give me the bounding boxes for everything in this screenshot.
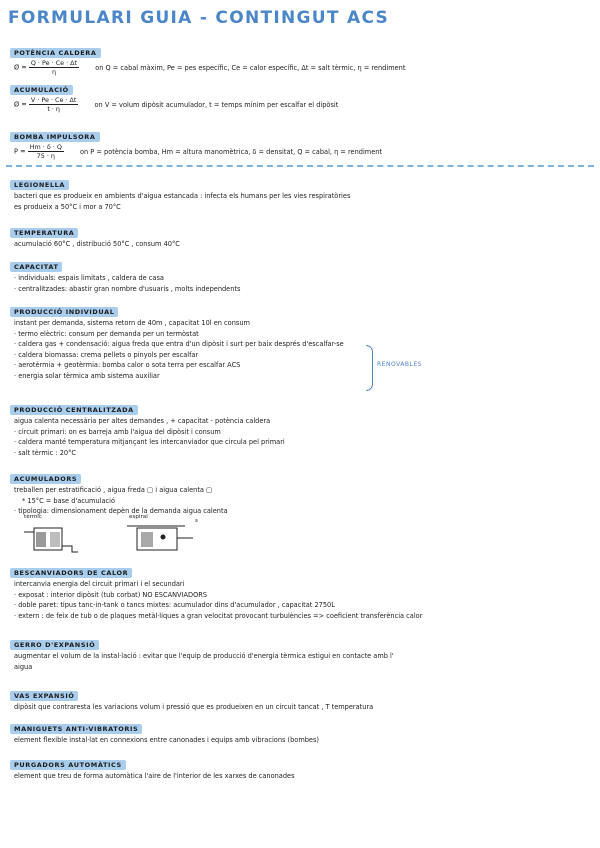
text-line: · extern : de feix de tub o de plaques metàl·liques a gran velocitat provocant turbulències => coeficient transferència calor xyxy=(14,611,423,620)
text-line: · exposat : interior dipòsit (tub corbat) NO ESCANVIADORS xyxy=(14,590,208,599)
text-line: element flexible instal·lat en connexions entre canonades i equips amb vibracions (bombes) xyxy=(14,736,319,744)
section-heading: ACUMULACIÓ xyxy=(10,85,73,95)
section-produccio-centralitzada xyxy=(10,397,590,458)
section-heading: GERRO D'EXPANSIÓ xyxy=(10,640,99,650)
text-line: bacteri que es produeix en ambients d'aigua estancada : infecta els humans per les vies respiratòries xyxy=(14,192,351,200)
section-heading: PRODUCCIÓ INDIVIDUAL xyxy=(10,307,118,317)
formula-denominator: ƞ xyxy=(51,68,57,76)
text-line: * 15°C = base d'acumulació xyxy=(22,496,116,505)
section-heading: LEGIONELLA xyxy=(10,180,69,190)
section-heading: MANIGUETS ANTI-VIBRATORIS xyxy=(10,724,142,734)
dashed-divider xyxy=(6,165,594,167)
section-heading: PURGADORS AUTOMÀTICS xyxy=(10,760,126,770)
section-heading: POTÈNCIA CALDERA xyxy=(10,48,101,58)
section-produccio-individual xyxy=(10,299,590,381)
formula-legend: on V = volum dipòsit acumulador, t = temps mínim per escalfar el dipòsit xyxy=(94,100,339,109)
sketch-label: espiral xyxy=(129,514,148,520)
text-line: · individuals: espais limitats , caldera de casa xyxy=(14,274,164,282)
formula-numerator: Q · Pe · Ce · Δt xyxy=(30,59,78,67)
text-line: treballen per estratificació , aigua freda ▢ i aigua calenta ▢ xyxy=(14,486,213,494)
section-bomba-impulsora xyxy=(10,124,590,160)
text-line: dipòsit que contraresta les variacions volum i pressió que es produeixen en un circuit tancat , T temperatura xyxy=(14,703,374,711)
sketch-label: tèrmic xyxy=(24,514,42,520)
section-heading: BESCANVIADORS DE CALOR xyxy=(10,568,132,578)
formula-row xyxy=(14,96,590,113)
text-line: · circuit primari: on es barreja amb l'aigua del dipòsit i consum xyxy=(14,427,221,436)
text-line: · tipologia: dimensionament depèn de la demanda aigua calenta xyxy=(14,507,228,515)
text-line: · salt tèrmic : 20°C xyxy=(14,448,77,457)
section-capacitat xyxy=(10,254,590,294)
text-line: · termo elèctric: consum per demanda per un termòstat xyxy=(14,329,199,338)
formula-legend: on Q = cabal màxim, Pe = pes específic, Ce = calor específic, Δt = salt tèrmic, ƞ = rendiment xyxy=(95,63,406,72)
text-line: element que treu de forma automàtica l'aire de l'interior de les xarxes de canonades xyxy=(14,772,295,780)
text-line: es produeix a 50°C i mor a 70°C xyxy=(14,202,121,211)
text-line: · centralitzades: abastir gran nombre d'usuaris , molts independents xyxy=(14,284,241,293)
text-line: instant per demanda, sistema retorn de 40m , capacitat 10l en consum xyxy=(14,319,250,327)
text-line: augmentar el volum de la instal·lació : evitar que l'equip de producció d'energia tèrmica estigui en contacte amb l' xyxy=(14,652,394,660)
section-temperatura xyxy=(10,220,590,250)
section-legionella xyxy=(10,172,590,212)
formula-fraction xyxy=(29,59,79,76)
section-bescanviadors xyxy=(10,560,590,621)
formula-denominator: t · ƞ xyxy=(47,105,60,113)
text-line: · caldera manté temperatura mitjançant les intercanviador que circula pel primari xyxy=(14,438,285,446)
section-maniguets xyxy=(10,716,590,746)
section-vas-expansio xyxy=(10,683,590,713)
section-heading: ACUMULADORS xyxy=(10,474,81,484)
formula-row xyxy=(14,143,590,160)
section-heading: PRODUCCIÓ CENTRALITZADA xyxy=(10,405,138,415)
formula-fraction xyxy=(28,143,64,160)
tank-spiral-sketch-icon xyxy=(125,520,205,560)
formula-lhs: P = xyxy=(14,147,26,156)
text-line: intercanvia energia del circuit primari i el secundari xyxy=(14,580,185,588)
formula-fraction xyxy=(29,96,78,113)
formula-numerator: Hm · δ · Q xyxy=(29,143,62,151)
section-gerro-expansio xyxy=(10,632,590,672)
section-acumuladors xyxy=(10,466,590,517)
formula-row xyxy=(14,59,590,76)
renovables-note: RENOVABLES xyxy=(377,361,422,368)
section-heading: TEMPERATURA xyxy=(10,228,78,238)
text-line: · aerotèrmia + geotèrmia: bomba calor o sota terra per escalfar ACS xyxy=(14,361,241,369)
page-title: FORMULARI GUIA - CONTINGUT ACS xyxy=(8,8,390,28)
section-potencia-caldera xyxy=(10,40,590,76)
formula-numerator: V · Pe · Ce · Δt xyxy=(30,96,77,104)
formula-lhs: Ø = xyxy=(14,100,27,109)
section-purgadors xyxy=(10,752,590,782)
formula-denominator: 75 · ƞ xyxy=(36,152,55,160)
section-heading: VAS EXPANSIÓ xyxy=(10,691,78,701)
text-line: aigua xyxy=(14,662,33,671)
section-acumulacio xyxy=(10,77,590,113)
text-line: · caldera gas + condensació: aigua freda que entra d'un dipòsit i surt per baix després d'escalfar-se xyxy=(14,340,344,348)
tank-sketch-icon xyxy=(22,520,92,560)
text-line: · doble paret: tipus tanc-in-tank o tancs mixtes: acumulador dins d'acumulador , capacitat 2750L xyxy=(14,601,335,609)
sketch-tag: s xyxy=(195,518,198,524)
section-heading: BOMBA IMPULSORA xyxy=(10,132,100,142)
formula-lhs: Ø = xyxy=(14,63,27,72)
text-line: aigua calenta necessària per altes demandes , + capacitat - potència caldera xyxy=(14,417,271,425)
text-line: · caldera biomassa: crema pellets o pinyols per escalfar xyxy=(14,350,199,359)
text-line: acumulació 60°C , distribució 50°C , consum 40°C xyxy=(14,240,180,248)
section-heading: CAPACITAT xyxy=(10,262,62,272)
formula-legend: on P = potència bomba, Hm = altura manomètrica, δ = densitat, Q = cabal, ƞ = rendiment xyxy=(80,147,383,156)
renovables-brace xyxy=(366,345,373,391)
text-line: · energia solar tèrmica amb sistema auxiliar xyxy=(14,371,160,380)
